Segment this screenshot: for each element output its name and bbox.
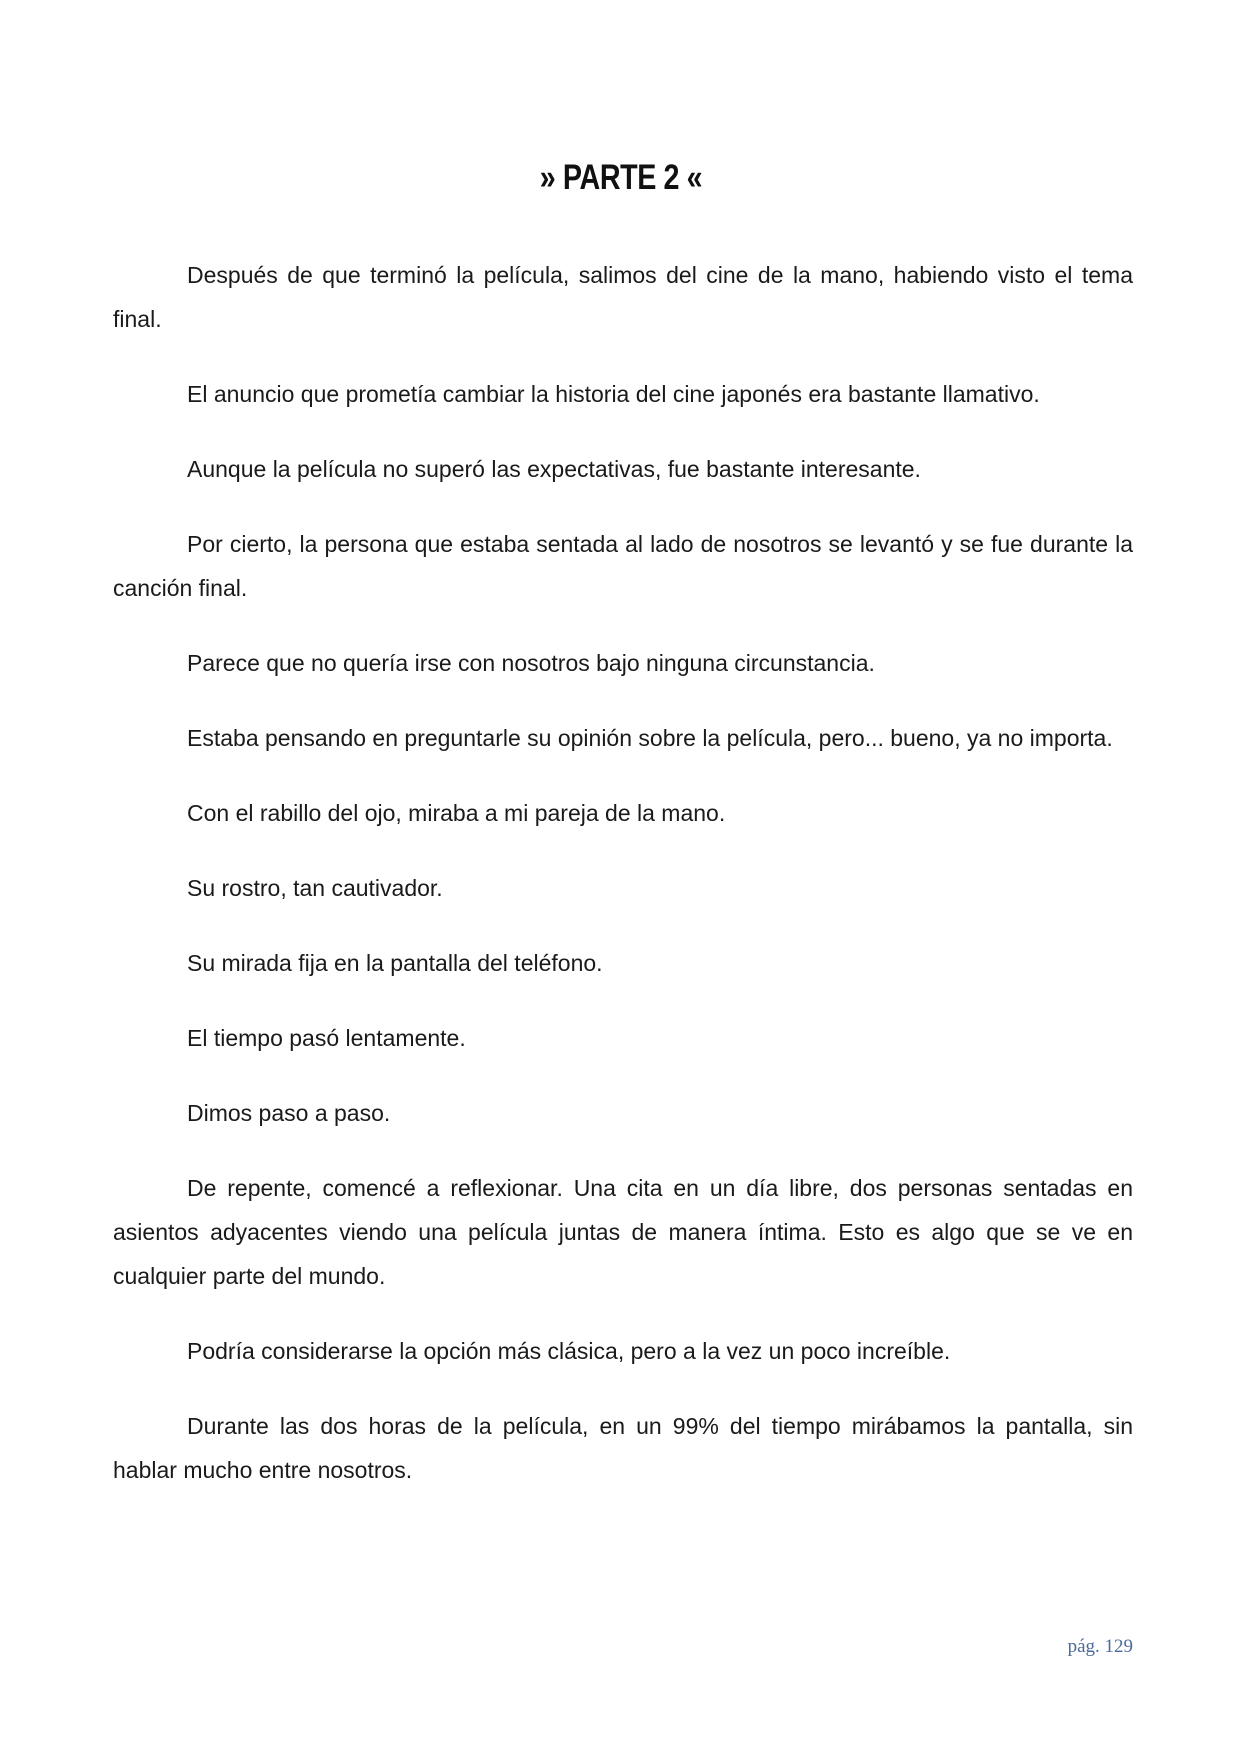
paragraph: Con el rabillo del ojo, miraba a mi pareja de la mano. bbox=[187, 800, 726, 826]
paragraph: El anuncio que prometía cambiar la historia del cine japonés era bastante llamativo. bbox=[187, 381, 1040, 407]
paragraph: Por cierto, la persona que estaba sentada al lado de nosotros se levantó y se fue durante la canción final. bbox=[113, 531, 1133, 601]
paragraph: De repente, comencé a reflexionar. Una cita en un día libre, dos personas sentadas en asientos adyacentes viendo una película juntas de manera íntima. Esto es algo que se ve en cualquier parte del mundo. bbox=[113, 1175, 1133, 1289]
paragraph: Su rostro, tan cautivador. bbox=[187, 875, 443, 901]
paragraph: Después de que terminó la película, salimos del cine de la mano, habiendo visto el tema final. bbox=[113, 262, 1133, 332]
paragraph: El tiempo pasó lentamente. bbox=[187, 1025, 466, 1051]
paragraph: Dimos paso a paso. bbox=[187, 1100, 391, 1126]
body-text bbox=[113, 253, 1133, 1523]
paragraph: Aunque la película no superó las expectativas, fue bastante interesante. bbox=[187, 456, 921, 482]
paragraph: Estaba pensando en preguntarle su opinión sobre la película, pero... bueno, ya no importa. bbox=[187, 725, 1113, 751]
chapter-title: » PARTE 2 « bbox=[539, 158, 703, 197]
page-number: pág. 129 bbox=[1067, 1636, 1133, 1657]
paragraph: Podría considerarse la opción más clásica, pero a la vez un poco increíble. bbox=[187, 1338, 951, 1364]
paragraph: Parece que no quería irse con nosotros bajo ninguna circunstancia. bbox=[187, 650, 875, 676]
paragraph: Su mirada fija en la pantalla del teléfono. bbox=[187, 950, 603, 976]
paragraph: Durante las dos horas de la película, en un 99% del tiempo mirábamos la pantalla, sin hablar mucho entre nosotros. bbox=[113, 1413, 1133, 1483]
